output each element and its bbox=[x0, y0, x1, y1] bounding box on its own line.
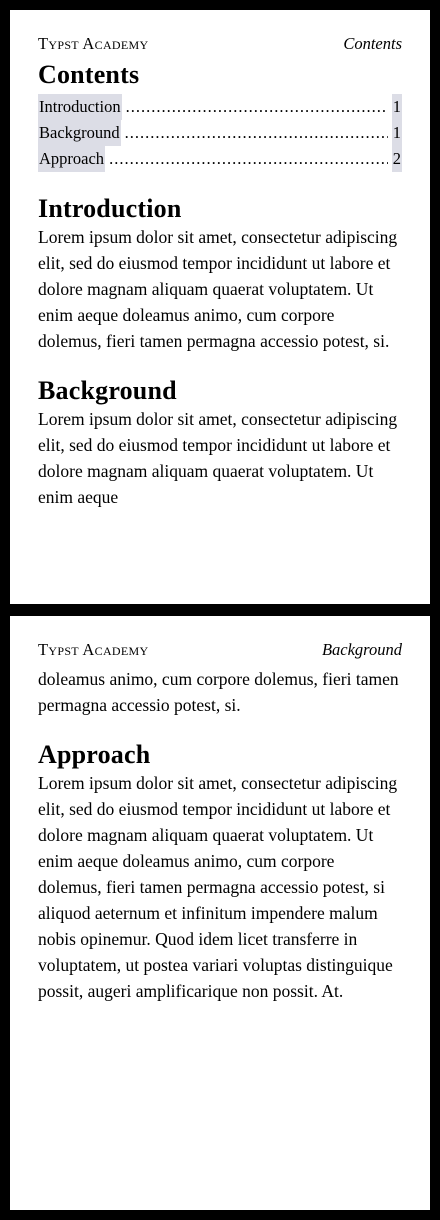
page-body bbox=[38, 666, 402, 1004]
document-page-2 bbox=[10, 616, 430, 1210]
section-paragraph: Lorem ipsum dolor sit amet, consectetur adipiscing elit, sed do eiusmod tempor incididunt ut labore et dolore magnam aliquam quaerat voluptatem. Ut enim aeque doleamus animo, cum corpore dolemus, fieri tamen permagna accessio potest, si. bbox=[38, 227, 398, 351]
running-header bbox=[38, 640, 402, 660]
toc-dot-leader bbox=[109, 146, 388, 172]
toc-dot-leader bbox=[125, 120, 388, 146]
header-section-title: Background bbox=[321, 640, 402, 659]
section-heading: Introduction bbox=[38, 194, 182, 223]
running-header bbox=[38, 34, 402, 54]
page-body bbox=[38, 60, 402, 510]
toc-entry-page[interactable]: 1 bbox=[392, 94, 402, 120]
section-approach bbox=[38, 740, 402, 1004]
outline-title: Contents bbox=[38, 60, 140, 89]
continued-paragraph: doleamus animo, cum corpore dolemus, fieri tamen permagna accessio potest, si. bbox=[38, 669, 399, 715]
toc-entry-introduction[interactable] bbox=[38, 94, 402, 120]
header-section-title: Contents bbox=[343, 34, 402, 53]
section-heading: Background bbox=[38, 376, 177, 405]
toc-entry-background[interactable] bbox=[38, 120, 402, 146]
section-paragraph: Lorem ipsum dolor sit amet, consectetur adipiscing elit, sed do eiusmod tempor incididunt ut labore et dolore magnam aliquam quaerat voluptatem. Ut enim aeque bbox=[38, 409, 398, 507]
toc-entry-title[interactable]: Approach bbox=[38, 146, 105, 172]
toc-dot-leader bbox=[126, 94, 388, 120]
section-heading: Approach bbox=[38, 740, 151, 769]
section-paragraph: Lorem ipsum dolor sit amet, consectetur adipiscing elit, sed do eiusmod tempor incididunt ut labore et dolore magnam aliquam quaerat voluptatem. Ut enim aeque doleamus animo, cum corpore dolemus, fieri tamen permagna accessio potest, si aliquod aeternum et infinitum impendere malum nobis opinemur. Quod idem licet transferre in voluptatem, ut postea variari voluptas distinguique possit, augeri amplificarique non possit. At. bbox=[38, 773, 398, 1001]
toc-entry-title[interactable]: Introduction bbox=[38, 94, 122, 120]
toc-entry-page[interactable]: 2 bbox=[392, 146, 402, 172]
header-brand: Typst Academy bbox=[38, 640, 149, 659]
toc-entry-approach[interactable] bbox=[38, 146, 402, 172]
section-introduction bbox=[38, 194, 402, 354]
section-background bbox=[38, 376, 402, 510]
document-page-1 bbox=[10, 10, 430, 604]
header-brand: Typst Academy bbox=[38, 34, 149, 53]
toc-entry-page[interactable]: 1 bbox=[392, 120, 402, 146]
toc-entry-title[interactable]: Background bbox=[38, 120, 121, 146]
table-of-contents bbox=[38, 94, 402, 172]
